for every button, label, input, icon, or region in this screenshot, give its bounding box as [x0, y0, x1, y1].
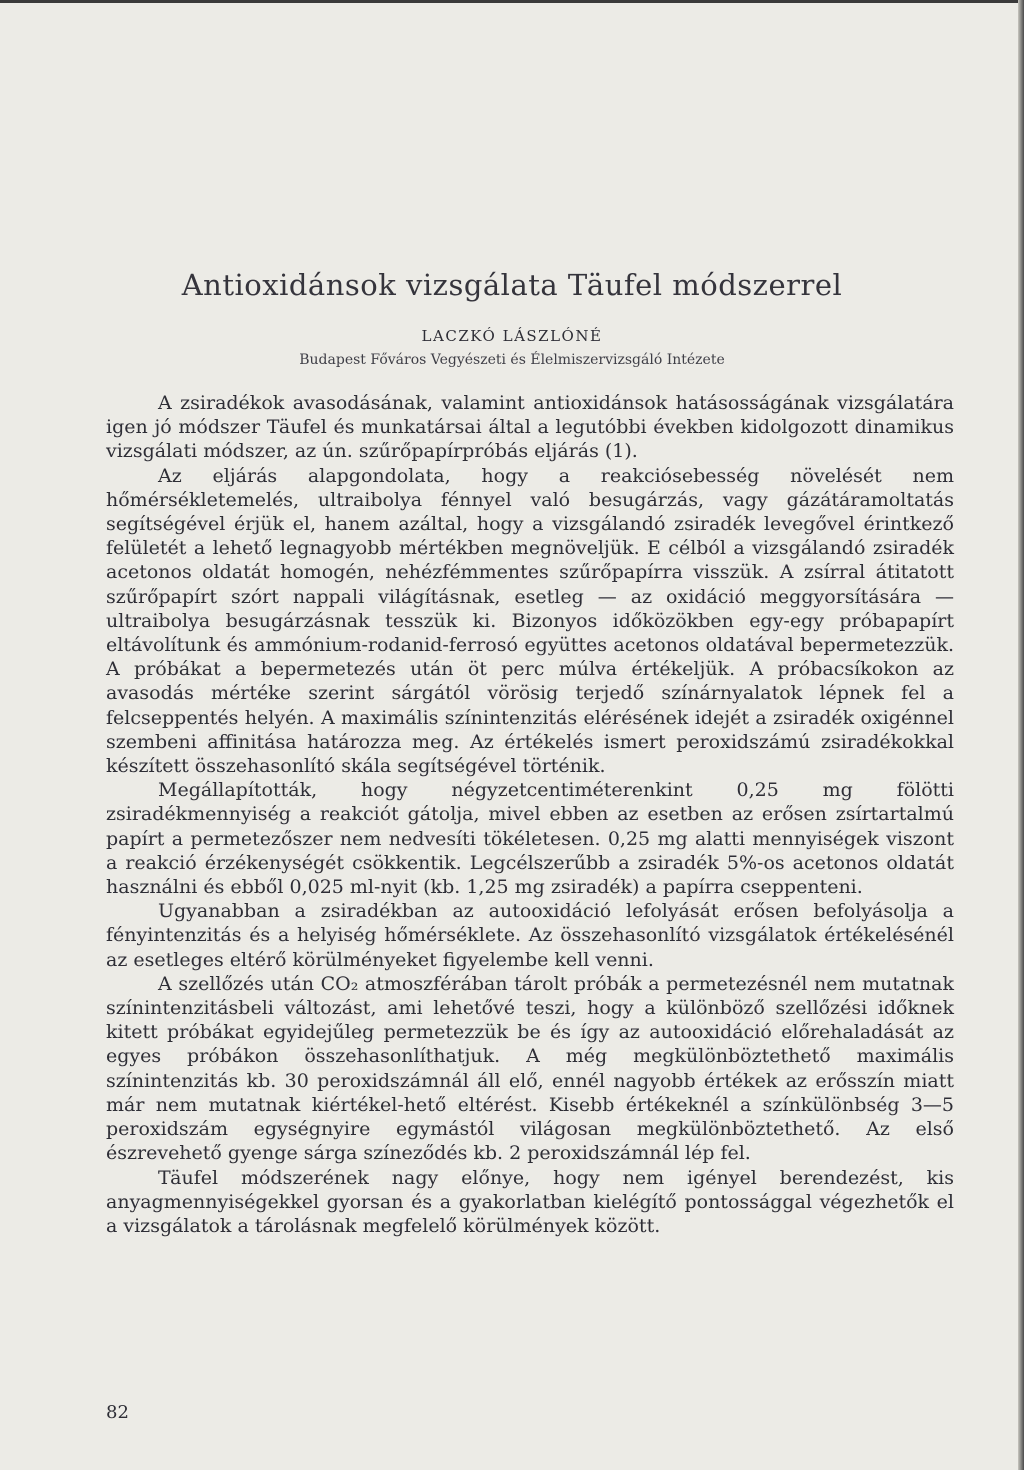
page-top-rule — [0, 0, 1024, 3]
page-number: 82 — [106, 1402, 129, 1423]
article-body — [106, 391, 954, 1238]
article-affiliation: Budapest Főváros Vegyészeti és Élelmiszervizsgáló Intézete — [299, 352, 725, 368]
article-title: Antioxidánsok vizsgálata Täufel módszerrel — [181, 268, 843, 302]
paragraph-co2-storage: A szellőzés után CO₂ atmoszférában tárolt próbák a permetezésnél nem mutatnak színintenzitásbeli változást, ami lehetővé teszi, hogy a különböző szellőzési időknek kitett próbákat egyidejűleg permetezzük be és így az autooxidáció előrehaladását az egyes próbákon összehasonlíthatjuk. A még megkülönböztethető maximális színintenzitás kb. 30 peroxidszámnál áll elő, ennél nagyobb értékek az erősszín miatt már nem mutatnak kiértékel-hető eltérést. Kisebb értékeknél a színkülönbség 3—5 peroxidszám egységnyire egymástól világosan megkülönböztethető. Az első észrevehető gyenge sárga színeződés kb. 2 peroxidszámnál lép fel. — [106, 972, 954, 1165]
paragraph-conclusion: Täufel módszerének nagy előnye, hogy nem igényel berendezést, kis anyagmennyiségekkel gyorsan és a gyakorlatban kielégítő pontossággal végezhetők el a vizsgálatok a tárolásnak megfelelő körülmények között. — [106, 1166, 954, 1237]
article-author: LACZKÓ LÁSZLÓNÉ — [421, 327, 603, 345]
paragraph-conditions: Ugyanabban a zsiradékban az autooxidáció lefolyását erősen befolyásolja a fényintenzitás és a helyiség hőmérséklete. Az összehasonlító vizsgálatok értékelésénél az esetleges eltérő körülményeket figyelembe kell venni. — [106, 900, 954, 971]
page-edge-shadow — [1018, 0, 1024, 1470]
paragraph-quantity: Megállapították, hogy négyzetcentiméterenkint 0,25 mg fölötti zsiradékmennyiség a reakciót gátolja, mivel ebben az esetben az erősen zsírtartalmú papírt a permetezőszer nem nedvesíti tökéletesen. 0,25 mg alatti mennyiségek viszont a reakció érzékenységét csökkentik. Legcélszerűbb a zsiradék 5%-os acetonos oldatát használni és ebből 0,025 ml-nyit (kb. 1,25 mg zsiradék) a papírra cseppenteni. — [106, 779, 954, 899]
paragraph-intro: A zsiradékok avasodásának, valamint antioxidánsok hatásosságának vizsgálatára igen jó módszer Täufel és munkatársai által a legutóbbi években kidolgozott dinamikus vizsgálati módszer, az ún. szűrőpapírpróbás eljárás (1). — [106, 392, 954, 463]
paragraph-method-principle: Az eljárás alapgondolata, hogy a reakciósebesség növelését nem hőmérsékletemelés, ultraibolya fénnyel való besugárzás, vagy gázátáramoltatás segítségével érjük el, hanem azáltal, hogy a vizsgálandó zsiradék levegővel érintkező felületét a lehető legnagyobb mértékben megnöveljük. E célból a vizsgálandó zsiradék acetonos oldatát homogén, nehézfémmentes szűrőpapírra visszük. A zsírral átitatott szűrőpapírt szórt nappali világításnak, esetleg — az oxidáció meggyorsítására — ultraibolya besugárzásnak tesszük ki. Bizonyos időközökben egy-egy próbapapírt eltávolítunk és ammónium-rodanid-ferrosó együttes acetonos oldatával bepermetezzük. A próbákat a bepermetezés után öt perc múlva értékeljük. A próbacsíkokon az avasodás mértéke szerint sárgától vörösig terjedő színárnyalatok lépnek fel a felcseppentés helyén. A maximális színintenzitás elérésének idejét a zsiradék oxigénnel szembeni affinitása határozza meg. Az értékelés ismert peroxidszámú zsiradékokkal készített összehasonlító skála segítségével történik. — [106, 464, 954, 778]
